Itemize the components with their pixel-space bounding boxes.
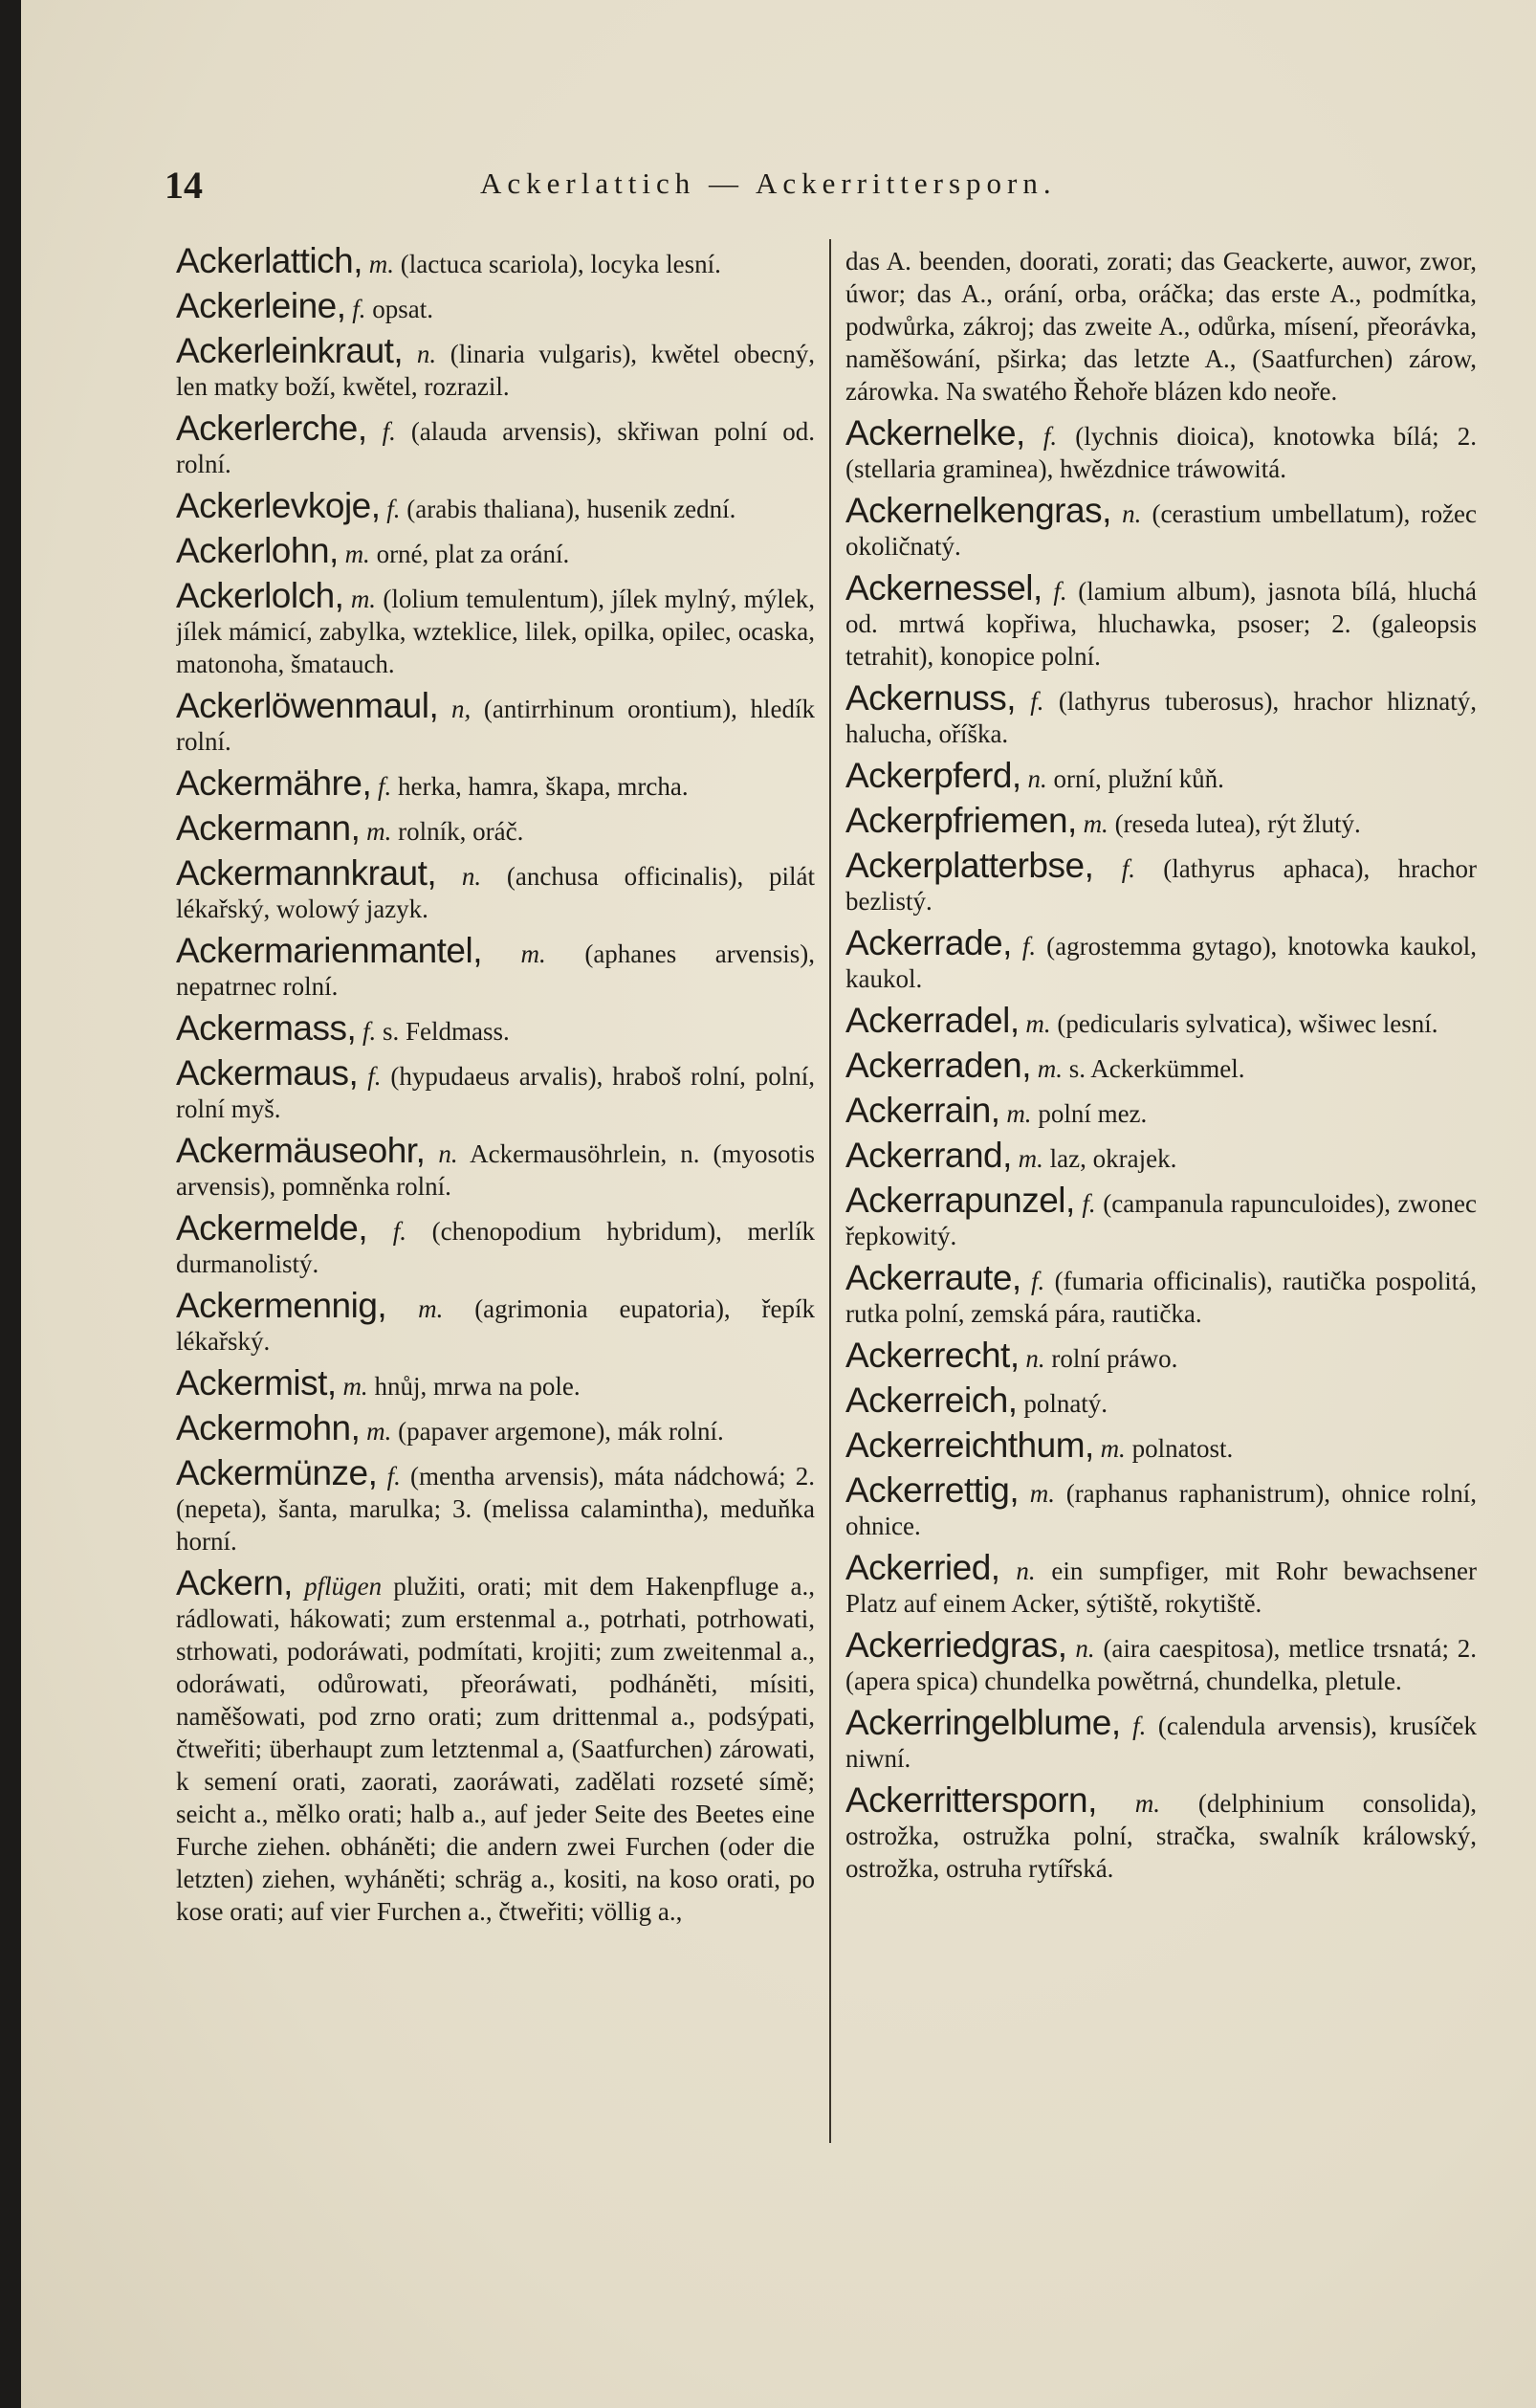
entry-headword: Ackerlerche, xyxy=(176,409,367,448)
entry-grammar: f. xyxy=(386,495,401,523)
entry-definition: (calendula arvensis), krusíček niwní. xyxy=(845,1712,1477,1773)
dictionary-entry xyxy=(176,763,815,803)
entry-headword: Ackermennig, xyxy=(176,1286,387,1325)
entry-grammar: m. xyxy=(1006,1099,1032,1128)
dictionary-entry xyxy=(845,1425,1477,1465)
entry-grammar: n. xyxy=(416,340,437,368)
dictionary-entry xyxy=(176,1053,815,1125)
entry-headword: Ackerlöwenmaul, xyxy=(176,686,439,725)
dictionary-entry xyxy=(176,1408,815,1447)
entry-headword: Ackerrade, xyxy=(845,923,1012,962)
entry-grammar: f. xyxy=(1082,1189,1096,1218)
entry-headword: Ackermohn, xyxy=(176,1408,361,1447)
dictionary-entry xyxy=(176,853,815,925)
dictionary-entry xyxy=(845,568,1477,673)
entry-headword: Ackerlolch, xyxy=(176,576,344,615)
dictionary-entry xyxy=(176,1208,815,1280)
entry-definition: opsat. xyxy=(372,295,434,323)
entry-headword: Ackermarienmantel, xyxy=(176,931,483,970)
entry-headword: Ackerradel, xyxy=(845,1001,1020,1040)
entry-definition: hnůj, mrwa na pole. xyxy=(374,1372,581,1401)
entry-headword: Ackerrittersporn, xyxy=(845,1780,1097,1820)
dictionary-entry xyxy=(845,1258,1477,1330)
entry-grammar: f. xyxy=(1042,422,1058,451)
entry-definition: s. Feldmass. xyxy=(383,1017,510,1046)
entry-headword: Ackerlevkoje, xyxy=(176,486,381,525)
entry-grammar: f. xyxy=(352,295,366,323)
entry-headword: Ackernuss, xyxy=(845,678,1017,718)
entry-headword: Ackermannkraut, xyxy=(176,853,437,893)
entry-headword: Ackerraute, xyxy=(845,1258,1021,1297)
dictionary-entry xyxy=(845,678,1477,750)
dictionary-entry xyxy=(845,801,1477,840)
entry-headword: Ackermähre, xyxy=(176,763,372,803)
entry-headword: Ackerrapunzel, xyxy=(845,1181,1075,1220)
dictionary-entry xyxy=(176,1453,815,1557)
entry-headword: Ackerpfriemen, xyxy=(845,801,1077,840)
entry-headword: Ackermäuseohr, xyxy=(176,1131,426,1170)
dictionary-entry xyxy=(845,1001,1477,1040)
entry-grammar: n. xyxy=(438,1139,458,1168)
entry-definition: rolní práwo. xyxy=(1051,1344,1178,1373)
entry-definition: (aira caespitosa), metlice trsnatá; 2. (apera spica) chundelka powětrná, chundelka, pletule. xyxy=(845,1634,1477,1695)
entry-headword: Ackerleine, xyxy=(176,286,346,325)
entry-definition: (lamium album), jasnota bílá, hluchá od. mrtwá kopřiwa, hluchawka, psoser; 2. (galeopsis tetrahit), konopice polní. xyxy=(845,577,1477,671)
entry-headword: Ackerried, xyxy=(845,1548,1000,1587)
page-header xyxy=(21,163,1536,210)
entry-headword: Ackerreichthum, xyxy=(845,1425,1094,1465)
left-column xyxy=(176,245,815,2351)
entry-headword: Ackernelkengras, xyxy=(845,491,1111,530)
entry-definition: (alauda arvensis), skřiwan polní od. rolní. xyxy=(176,417,815,478)
entry-definition: (linaria vulgaris), kwětel obecný, len matky boží, kwětel, rozrazil. xyxy=(176,340,815,401)
entry-grammar: n. xyxy=(461,862,482,891)
entry-grammar: n. xyxy=(1016,1557,1036,1585)
entry-headword: Ackernessel, xyxy=(845,568,1042,608)
entry-definition: (cerastium umbellatum), rožec okoličnatý. xyxy=(845,499,1477,561)
entry-grammar: f. xyxy=(1053,577,1067,606)
entry-grammar: n, xyxy=(450,695,472,723)
entry-definition: (lathyrus aphaca), hrachor bezlistý. xyxy=(845,854,1477,916)
entry-grammar: f. xyxy=(382,417,396,446)
dictionary-entry xyxy=(176,576,815,680)
dictionary-entry xyxy=(176,1363,815,1403)
entry-headword: Ackern, xyxy=(176,1563,293,1602)
entry-grammar: n. xyxy=(1122,499,1142,528)
dictionary-entry xyxy=(176,409,815,480)
dictionary-entry xyxy=(176,1008,815,1048)
dictionary-entry xyxy=(845,1336,1477,1375)
entry-grammar: m. xyxy=(1025,1009,1051,1038)
dictionary-entry xyxy=(176,1286,815,1358)
dictionary-entry xyxy=(845,1136,1477,1175)
entry-grammar: m. xyxy=(1134,1789,1161,1818)
running-head: Ackerlattich — Ackerrittersporn. xyxy=(480,166,1057,200)
entry-definition: polnatý. xyxy=(1023,1389,1108,1418)
dictionary-entry xyxy=(845,1470,1477,1542)
entry-definition: (mentha arvensis), máta nádchowá; 2. (nepeta), šanta, marulka; 3. (melissa calamintha), meduňka horní. xyxy=(176,1462,815,1556)
entry-definition: (hypudaeus arvalis), hraboš rolní, polní, rolní myš. xyxy=(176,1062,815,1123)
entry-headword: Ackermist, xyxy=(176,1363,337,1403)
entry-grammar: f. xyxy=(1030,687,1044,716)
entry-definition: rolník, oráč. xyxy=(398,817,524,846)
entry-headword: Ackerrain, xyxy=(845,1091,1000,1130)
entry-headword: Ackermaus, xyxy=(176,1053,359,1093)
entry-grammar: m. xyxy=(1029,1479,1056,1508)
entry-definition: herka, hamra, škapa, mrcha. xyxy=(398,772,689,801)
dictionary-entry xyxy=(845,245,1477,408)
entry-headword: Ackermann, xyxy=(176,808,361,848)
entry-grammar: f. xyxy=(392,1217,407,1246)
entry-headword: Ackerreich, xyxy=(845,1381,1018,1420)
dictionary-entry xyxy=(176,245,815,280)
entry-definition: (lathyrus tuberosus), hrachor hliznatý, halucha, oříška. xyxy=(845,687,1477,748)
entry-headword: Ackerrecht, xyxy=(845,1336,1020,1375)
entry-definition: (fumaria officinalis), rautička pospolitá, rutka polní, zemská pára, rautička. xyxy=(845,1267,1477,1328)
entry-grammar: m. xyxy=(366,1417,392,1446)
entry-definition: (aphanes arvensis), nepatrnec rolní. xyxy=(176,939,815,1001)
entry-headword: Ackermünze, xyxy=(176,1453,378,1492)
dictionary-entry xyxy=(845,1625,1477,1697)
entry-grammar: m. xyxy=(520,939,546,968)
entry-grammar: m. xyxy=(342,1372,368,1401)
dictionary-entry xyxy=(176,286,815,325)
entry-grammar: f. xyxy=(1031,1267,1045,1295)
entry-headword: Ackerrand, xyxy=(845,1136,1012,1175)
dictionary-page xyxy=(21,0,1536,2408)
entry-definition: (papaver argemone), mák rolní. xyxy=(398,1417,724,1446)
entry-definition: Ackermausöhrlein, n. (myosotis arvensis), pomněnka rolní. xyxy=(176,1139,815,1201)
entry-grammar: m. xyxy=(344,540,370,568)
entry-definition: (lolium temulentum), jílek mylný, mýlek, jílek mámicí, zabylka, wzteklice, lilek, opilka, opilec, ocaska, matonoha, šmatauch. xyxy=(176,585,815,678)
entry-definition: ein sumpfiger, mit Rohr bewachsener Platz auf einem Acker, sýtiště, rokytiště. xyxy=(845,1557,1477,1618)
entry-grammar: m. xyxy=(350,585,377,613)
dictionary-entry xyxy=(845,1703,1477,1775)
dictionary-entry xyxy=(176,931,815,1003)
dictionary-entry xyxy=(845,413,1477,485)
dictionary-entry xyxy=(845,1381,1477,1420)
dictionary-entry xyxy=(845,1091,1477,1130)
entry-grammar: f. xyxy=(1132,1712,1147,1740)
dictionary-entry xyxy=(845,846,1477,917)
entry-definition: (agrimonia eupatoria), řepík lékařský. xyxy=(176,1294,815,1356)
entry-definition: (delphinium consolida), ostrožka, ostružka polní, stračka, swalník králowský, ostrožka, ostruha rytířská. xyxy=(845,1789,1477,1883)
entry-headword: Ackerrettig, xyxy=(845,1470,1020,1510)
entry-grammar: m. xyxy=(418,1294,444,1323)
dictionary-entry xyxy=(176,531,815,570)
entry-headword: Ackernelke, xyxy=(845,413,1025,453)
dictionary-entry xyxy=(176,686,815,758)
entry-definition: (pedicularis sylvatica), wšiwec lesní. xyxy=(1057,1009,1438,1038)
entry-definition: polní mez. xyxy=(1038,1099,1148,1128)
entry-headword: Ackerlohn, xyxy=(176,531,339,570)
dictionary-entry xyxy=(845,1181,1477,1252)
entry-headword: Ackermelde, xyxy=(176,1208,368,1248)
entry-grammar: m. xyxy=(1100,1434,1126,1463)
page-number: 14 xyxy=(165,164,203,207)
entry-grammar: f. xyxy=(377,772,392,801)
dictionary-entry xyxy=(176,1131,815,1203)
entry-definition: laz, okrajek. xyxy=(1049,1144,1177,1173)
entry-definition: (campanula rapunculoides), zwonec řepkowitý. xyxy=(845,1189,1477,1250)
dictionary-entry xyxy=(845,923,1477,995)
entry-definition: (antirrhinum orontium), hledík rolní. xyxy=(176,695,815,756)
entry-definition: polnatost. xyxy=(1131,1434,1234,1463)
entry-headword: Ackerpferd, xyxy=(845,756,1021,795)
entry-headword: Ackerlattich, xyxy=(176,245,363,280)
entry-grammar: m. xyxy=(1037,1054,1063,1083)
dictionary-entry xyxy=(845,1548,1477,1620)
entry-headword: Ackerleinkraut, xyxy=(176,331,404,370)
entry-definition: (chenopodium hybridum), merlík durmanolistý. xyxy=(176,1217,815,1278)
entry-definition: orní, plužní kůň. xyxy=(1053,764,1224,793)
entry-grammar: f. xyxy=(1021,932,1037,961)
entry-definition: plužiti, orati; mit dem Hakenpfluge a., rádlowati, hákowati; zum erstenmal a., potrhati, potrhowati, strhowati, podoráwati, podmítati, krojiti; zum zweitenmal a., odoráwati, odůrowati, přeoráwati, podháněti, mísiti, naměšowati, pod zrno orati; zum drittenmal a., podsýpati, čtweřiti; überhaupt zum letztenmal a, (Saatfurchen) zárowati, k semení orati, zaorati, zaoráwati, zadělati rozseté símě; seicht a., mělko orati; halb a., auf jeder Seite des Beetes eine Furche ziehen. obháněti; die andern zwei Furchen (oder die letzten) ziehen, wyháněti; schräg a., kositi, na koso orati, po kose orati; auf vier Furchen a., čtweřiti; völlig a., xyxy=(176,1572,815,1926)
entry-definition: (anchusa officinalis), pilát lékařský, wolowý jazyk. xyxy=(176,862,815,923)
entry-headword: Ackerringelblume, xyxy=(845,1703,1121,1742)
dictionary-entry xyxy=(845,756,1477,795)
entry-grammar: f. xyxy=(362,1017,377,1046)
dictionary-entry xyxy=(845,491,1477,563)
right-column xyxy=(845,245,1477,2351)
entry-headword: Ackerplatterbse, xyxy=(845,846,1094,885)
dictionary-entry xyxy=(176,808,815,848)
entry-definition: (lactuca scariola), locyka lesní. xyxy=(400,250,721,278)
dictionary-entry xyxy=(845,1046,1477,1085)
entry-grammar: f. xyxy=(386,1462,401,1491)
entry-grammar: m. xyxy=(366,817,392,846)
entry-grammar: n. xyxy=(1027,764,1047,793)
entry-definition: (arabis thaliana), husenik zední. xyxy=(406,495,736,523)
entry-definition: (agrostemma gytago), knotowka kaukol, kaukol. xyxy=(845,932,1477,993)
entry-headword: Ackerraden, xyxy=(845,1046,1031,1085)
entry-definition: (reseda lutea), rýt žlutý. xyxy=(1114,809,1361,838)
entry-grammar: m. xyxy=(1018,1144,1043,1173)
entry-definition: das A. beenden, doorati, zorati; das Geackerte, auwor, zwor, úwor; das A., orání, orba, oráčka; das erste A., podmítka, podwůrka, zákroj; das zweite A., odůrka, mísení, přeorávka, naměšowání, pširka; das letzte A., (Saatfurchen) zárow, zárowka. Na swatého Řehoře blázen kdo neoře. xyxy=(845,247,1477,406)
entry-definition: (lychnis dioica), knotowka bílá; 2. (stellaria graminea), hwězdnice tráwowitá. xyxy=(845,422,1477,483)
column-divider xyxy=(829,239,831,2143)
entry-definition: (raphanus raphanistrum), ohnice rolní, ohnice. xyxy=(845,1479,1477,1540)
entry-grammar: f. xyxy=(1121,854,1135,883)
entry-grammar: n. xyxy=(1075,1634,1095,1663)
dictionary-entry xyxy=(176,331,815,403)
entry-grammar: m. xyxy=(368,250,395,278)
entry-headword: Ackerriedgras, xyxy=(845,1625,1067,1665)
entry-grammar: pflügen xyxy=(304,1572,383,1601)
entry-definition: orné, plat za orání. xyxy=(376,540,570,568)
entry-grammar: n. xyxy=(1025,1344,1045,1373)
dictionary-entry xyxy=(176,486,815,525)
entry-definition: s. Ackerkümmel. xyxy=(1068,1054,1245,1083)
entry-grammar: m. xyxy=(1083,809,1108,838)
entry-grammar: f. xyxy=(367,1062,382,1091)
dictionary-entry xyxy=(845,1780,1477,1885)
entry-headword: Ackermass, xyxy=(176,1008,357,1048)
dictionary-entry xyxy=(176,1563,815,1928)
